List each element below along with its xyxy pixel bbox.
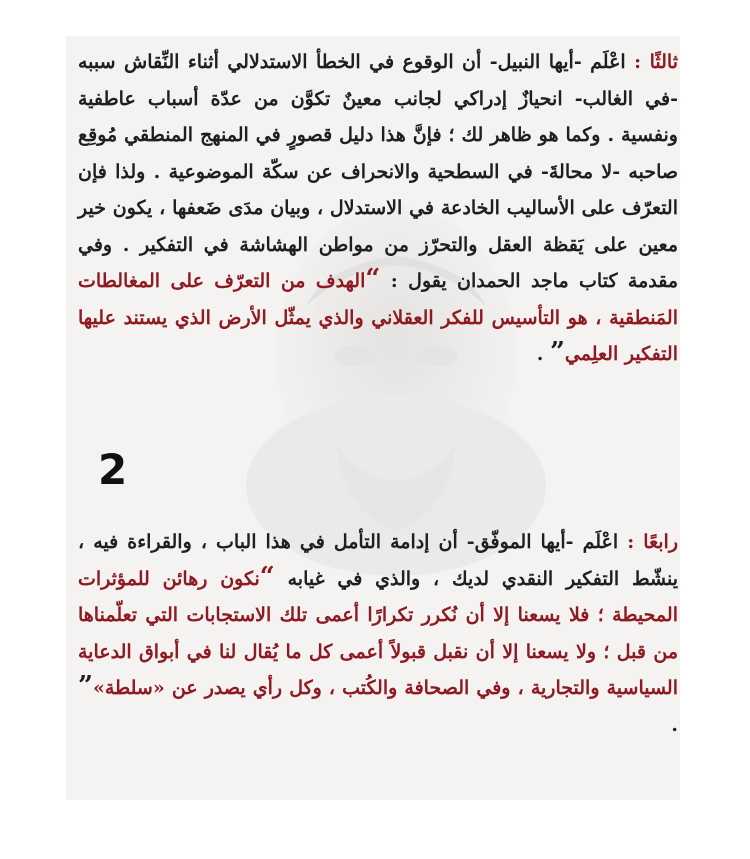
highlighted-quote: نكون رهائن للمؤثرات المحيطة ؛ فلا يسعنا إلا أن نُكرر تكرارًا أعمى تلك الاستجابات التي تعلّمناها من قبل ؛ ولا يسعنا إلا أن نقبل قبولاً أعمى كل ما يُقال لنا في أبواق الدعاية السياسية والتجارية ، وفي الصحافة والكُتب ، وكل رأي يصدر عن «سلطة» [78, 567, 678, 699]
paragraph-lead: رابعًا : [627, 531, 679, 553]
close-quote-mark: ” [78, 671, 93, 701]
open-quote-mark: “ [259, 561, 275, 592]
paragraph-tail: . [536, 343, 550, 365]
page-marker-number: 2 [98, 445, 128, 494]
paragraph-tail: . [671, 713, 678, 736]
highlighted-quote: الهدف من التعرّف على المغالطات المَنطقية ، هو التأسيس للفكر العقلاني والذي يمثّل الأرض الذي يستند عليها التفكير العلِمي [78, 270, 678, 365]
close-quote-mark: ” [549, 337, 565, 367]
paragraph-lead: ثالثًا : [634, 51, 678, 73]
paragraph-body: اعْلَم -أيها النبيل- أن الوقوع في الخطأ الاستدلالي أثناء النِّقاش سببه -في الغالب- انحيازٌ إدراكي لجانب معينٌ تكوَّن من عدّة أسباب عاطفية ونفسية . وكما هو ظاهر لك ؛ فإنَّ هذا دليل قصورٍ في المنهج المنطقي مُوقِع صاحبه -لا محالةَ- في السطحية والانحراف عن سكّة الموضوعية . ولذا فإن التعرّف على الأساليب الخادعة في الاستدلال ، وبيان مدَى ضَعفها ، يكون خير معين على يَقظة العقل والتحرّز من مواطن الهشاشة في التفكير . وفي مقدمة كتاب ماجد الحمدان يقول : [78, 51, 679, 292]
open-quote-mark: “ [365, 264, 381, 294]
paragraph-body: اعْلَم -أيها الموفّق- أن إدامة التأمل في هذا الباب ، والقراءة فيه ، ينشّط التفكير النقدي لديك ، والذي في غيابه [78, 531, 678, 590]
paragraph-third-point [78, 44, 678, 373]
paragraph-fourth-point [78, 524, 678, 743]
